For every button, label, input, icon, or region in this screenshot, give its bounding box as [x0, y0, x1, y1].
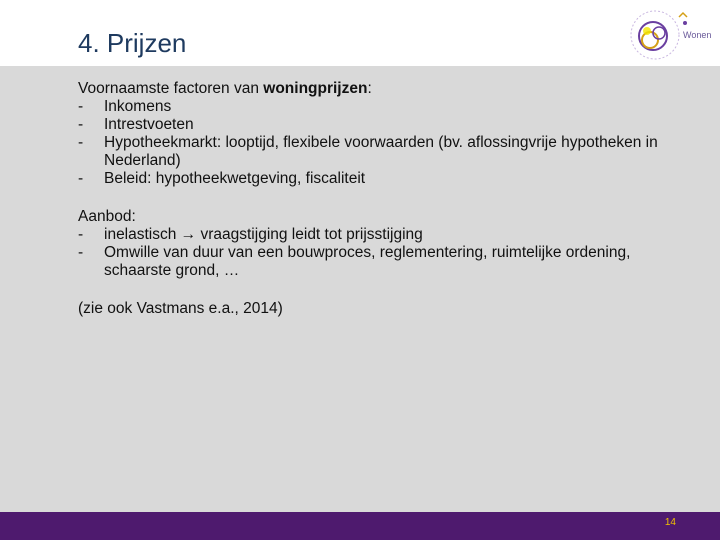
- slide-number: 14: [664, 517, 676, 528]
- factor-item: Beleid: hypotheekwetgeving, fiscaliteit: [104, 170, 366, 187]
- intro-suffix: :: [367, 80, 372, 97]
- list-item: [78, 226, 678, 244]
- reference-note: (zie ook Vastmans e.a., 2014): [78, 300, 283, 317]
- intro-keyword: woningprijzen: [263, 80, 368, 97]
- supply-item: inelastisch → vraagstijging leidt tot prijsstijging: [104, 226, 423, 243]
- slide-footer: [0, 512, 720, 540]
- bullet-dash: -: [78, 98, 84, 115]
- list-item: [78, 134, 678, 170]
- slide-title: 4. Prijzen: [78, 28, 187, 58]
- bullet-dash: -: [78, 134, 84, 151]
- list-item: [78, 244, 678, 280]
- bullet-dash: -: [78, 226, 84, 243]
- slide-header: [0, 0, 720, 66]
- intro-prefix: Voornaamste factoren van: [78, 80, 264, 97]
- bullet-dash: -: [78, 116, 84, 133]
- list-item: [78, 116, 678, 134]
- supply-item: Omwille van duur van een bouwproces, reglementering, ruimtelijke ordening, schaarste grond, …: [104, 244, 631, 279]
- list-item: [78, 170, 678, 188]
- prices-intro: [78, 80, 678, 98]
- factor-item: Inkomens: [104, 98, 172, 115]
- slide-body: [78, 80, 678, 318]
- bullet-dash: -: [78, 170, 84, 187]
- logo-label: Wonen: [683, 30, 712, 40]
- factor-item: Hypotheekmarkt: looptijd, flexibele voorwaarden (bv. aflossingvrije hypotheken in Nederland): [104, 134, 658, 169]
- wonen-logo: [617, 3, 717, 63]
- bullet-dash: -: [78, 244, 84, 261]
- supply-heading: Aanbod:: [78, 208, 136, 225]
- factor-item: Intrestvoeten: [104, 116, 194, 133]
- list-item: [78, 98, 678, 116]
